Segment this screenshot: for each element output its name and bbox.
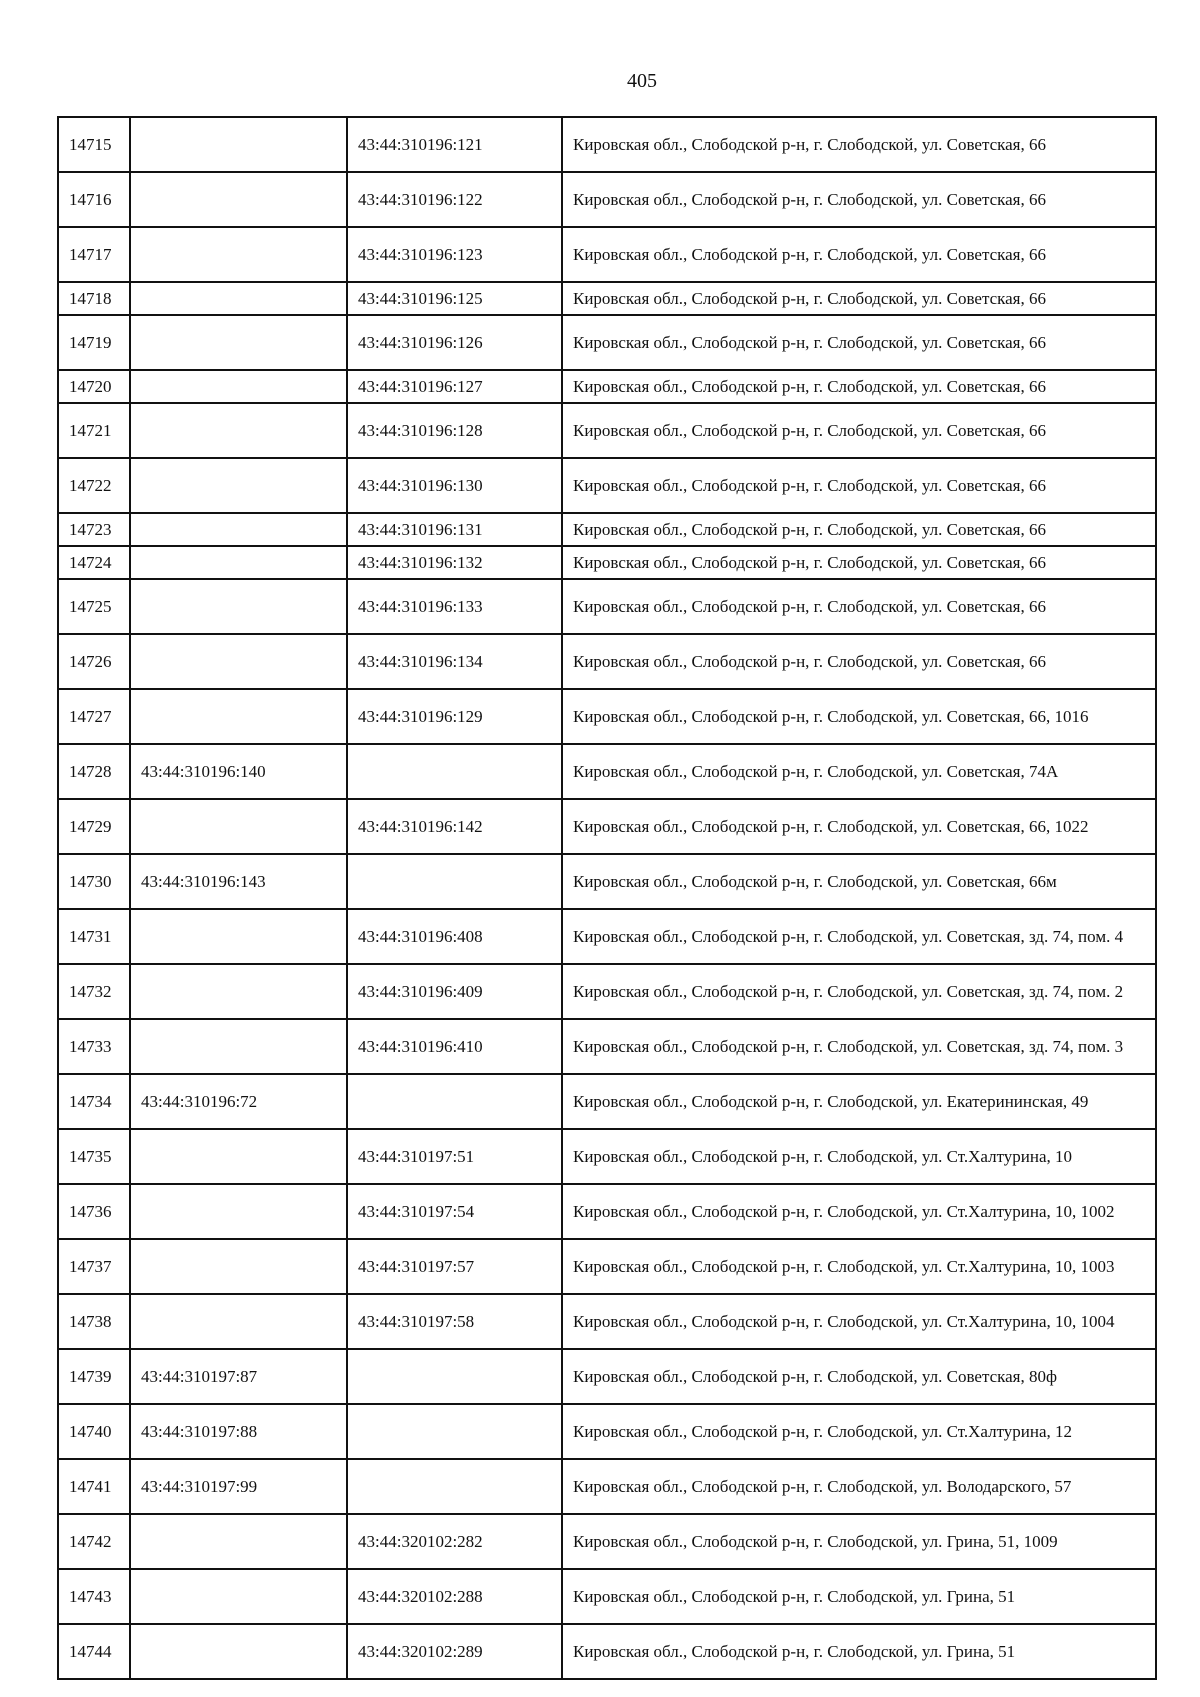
row-number-cell: 14720 [58, 370, 130, 403]
object-cadastral-number-cell [347, 1074, 562, 1129]
table-row [58, 1294, 1156, 1349]
row-number-cell: 14717 [58, 227, 130, 282]
object-cadastral-number-cell: 43:44:310196:142 [347, 799, 562, 854]
address-cell: Кировская обл., Слободской р-н, г. Слободской, ул. Советская, 66 [562, 370, 1156, 403]
object-cadastral-number-cell [347, 1349, 562, 1404]
object-cadastral-number-cell: 43:44:310196:133 [347, 579, 562, 634]
object-cadastral-number-cell: 43:44:310196:129 [347, 689, 562, 744]
land-cadastral-number-cell [130, 370, 347, 403]
row-number-cell: 14734 [58, 1074, 130, 1129]
row-number-cell: 14726 [58, 634, 130, 689]
row-number-cell: 14716 [58, 172, 130, 227]
land-cadastral-number-cell [130, 458, 347, 513]
table-row [58, 370, 1156, 403]
address-cell: Кировская обл., Слободской р-н, г. Слободской, ул. Ст.Халтурина, 10 [562, 1129, 1156, 1184]
table-row [58, 634, 1156, 689]
address-cell: Кировская обл., Слободской р-н, г. Слободской, ул. Советская, 66 [562, 579, 1156, 634]
table-row [58, 744, 1156, 799]
land-cadastral-number-cell [130, 315, 347, 370]
object-cadastral-number-cell: 43:44:310197:58 [347, 1294, 562, 1349]
table-row [58, 1074, 1156, 1129]
land-cadastral-number-cell: 43:44:310196:140 [130, 744, 347, 799]
row-number-cell: 14736 [58, 1184, 130, 1239]
table-row [58, 1129, 1156, 1184]
address-cell: Кировская обл., Слободской р-н, г. Слободской, ул. Советская, зд. 74, пом. 4 [562, 909, 1156, 964]
object-cadastral-number-cell: 43:44:310196:122 [347, 172, 562, 227]
object-cadastral-number-cell: 43:44:310196:131 [347, 513, 562, 546]
address-cell: Кировская обл., Слободской р-н, г. Слободской, ул. Володарского, 57 [562, 1459, 1156, 1514]
row-number-cell: 14715 [58, 117, 130, 172]
object-cadastral-number-cell [347, 744, 562, 799]
table-row [58, 1624, 1156, 1679]
land-cadastral-number-cell: 43:44:310197:88 [130, 1404, 347, 1459]
address-cell: Кировская обл., Слободской р-н, г. Слободской, ул. Советская, 66, 1022 [562, 799, 1156, 854]
row-number-cell: 14727 [58, 689, 130, 744]
table-row [58, 513, 1156, 546]
land-cadastral-number-cell [130, 1624, 347, 1679]
address-cell: Кировская обл., Слободской р-н, г. Слободской, ул. Ст.Халтурина, 10, 1003 [562, 1239, 1156, 1294]
land-cadastral-number-cell [130, 227, 347, 282]
object-cadastral-number-cell: 43:44:310196:132 [347, 546, 562, 579]
property-registry-table [57, 116, 1157, 1680]
land-cadastral-number-cell [130, 513, 347, 546]
address-cell: Кировская обл., Слободской р-н, г. Слободской, ул. Советская, 66 [562, 117, 1156, 172]
table-row [58, 909, 1156, 964]
table-row [58, 689, 1156, 744]
row-number-cell: 14738 [58, 1294, 130, 1349]
land-cadastral-number-cell [130, 964, 347, 1019]
object-cadastral-number-cell: 43:44:310196:121 [347, 117, 562, 172]
land-cadastral-number-cell: 43:44:310196:72 [130, 1074, 347, 1129]
table-row [58, 799, 1156, 854]
row-number-cell: 14739 [58, 1349, 130, 1404]
table-row [58, 579, 1156, 634]
address-cell: Кировская обл., Слободской р-н, г. Слободской, ул. Советская, зд. 74, пом. 3 [562, 1019, 1156, 1074]
table-row [58, 1184, 1156, 1239]
land-cadastral-number-cell [130, 546, 347, 579]
address-cell: Кировская обл., Слободской р-н, г. Слободской, ул. Екатерининская, 49 [562, 1074, 1156, 1129]
object-cadastral-number-cell: 43:44:320102:288 [347, 1569, 562, 1624]
table-row [58, 117, 1156, 172]
land-cadastral-number-cell: 43:44:310196:143 [130, 854, 347, 909]
address-cell: Кировская обл., Слободской р-н, г. Слободской, ул. Советская, 66, 1016 [562, 689, 1156, 744]
address-cell: Кировская обл., Слободской р-н, г. Слободской, ул. Советская, 66 [562, 403, 1156, 458]
object-cadastral-number-cell: 43:44:310197:51 [347, 1129, 562, 1184]
table-row [58, 1569, 1156, 1624]
row-number-cell: 14721 [58, 403, 130, 458]
land-cadastral-number-cell [130, 689, 347, 744]
object-cadastral-number-cell: 43:44:310196:126 [347, 315, 562, 370]
row-number-cell: 14737 [58, 1239, 130, 1294]
table-row [58, 964, 1156, 1019]
address-cell: Кировская обл., Слободской р-н, г. Слободской, ул. Грина, 51, 1009 [562, 1514, 1156, 1569]
row-number-cell: 14742 [58, 1514, 130, 1569]
table-body [58, 117, 1156, 1679]
land-cadastral-number-cell [130, 799, 347, 854]
object-cadastral-number-cell: 43:44:310196:134 [347, 634, 562, 689]
table-row [58, 403, 1156, 458]
object-cadastral-number-cell: 43:44:310196:128 [347, 403, 562, 458]
address-cell: Кировская обл., Слободской р-н, г. Слободской, ул. Советская, 66 [562, 546, 1156, 579]
address-cell: Кировская обл., Слободской р-н, г. Слободской, ул. Советская, 66 [562, 282, 1156, 315]
table-row [58, 172, 1156, 227]
land-cadastral-number-cell [130, 1514, 347, 1569]
address-cell: Кировская обл., Слободской р-н, г. Слободской, ул. Советская, 66 [562, 315, 1156, 370]
row-number-cell: 14735 [58, 1129, 130, 1184]
land-cadastral-number-cell [130, 172, 347, 227]
object-cadastral-number-cell: 43:44:310196:127 [347, 370, 562, 403]
address-cell: Кировская обл., Слободской р-н, г. Слободской, ул. Советская, 74А [562, 744, 1156, 799]
table-row [58, 1404, 1156, 1459]
row-number-cell: 14743 [58, 1569, 130, 1624]
row-number-cell: 14723 [58, 513, 130, 546]
row-number-cell: 14744 [58, 1624, 130, 1679]
address-cell: Кировская обл., Слободской р-н, г. Слободской, ул. Советская, 66 [562, 458, 1156, 513]
table-row [58, 458, 1156, 513]
object-cadastral-number-cell: 43:44:310196:125 [347, 282, 562, 315]
row-number-cell: 14733 [58, 1019, 130, 1074]
address-cell: Кировская обл., Слободской р-н, г. Слободской, ул. Ст.Халтурина, 12 [562, 1404, 1156, 1459]
land-cadastral-number-cell [130, 1569, 347, 1624]
address-cell: Кировская обл., Слободской р-н, г. Слободской, ул. Ст.Халтурина, 10, 1004 [562, 1294, 1156, 1349]
page-number: 405 [627, 70, 657, 92]
land-cadastral-number-cell [130, 909, 347, 964]
row-number-cell: 14741 [58, 1459, 130, 1514]
address-cell: Кировская обл., Слободской р-н, г. Слободской, ул. Советская, 80ф [562, 1349, 1156, 1404]
table-row [58, 1019, 1156, 1074]
row-number-cell: 14725 [58, 579, 130, 634]
address-cell: Кировская обл., Слободской р-н, г. Слободской, ул. Советская, зд. 74, пом. 2 [562, 964, 1156, 1019]
land-cadastral-number-cell [130, 1294, 347, 1349]
table-row [58, 227, 1156, 282]
row-number-cell: 14740 [58, 1404, 130, 1459]
land-cadastral-number-cell [130, 282, 347, 315]
land-cadastral-number-cell [130, 1129, 347, 1184]
row-number-cell: 14732 [58, 964, 130, 1019]
table-row [58, 546, 1156, 579]
address-cell: Кировская обл., Слободской р-н, г. Слободской, ул. Советская, 66м [562, 854, 1156, 909]
row-number-cell: 14731 [58, 909, 130, 964]
table-row [58, 315, 1156, 370]
row-number-cell: 14728 [58, 744, 130, 799]
row-number-cell: 14718 [58, 282, 130, 315]
object-cadastral-number-cell: 43:44:310196:410 [347, 1019, 562, 1074]
address-cell: Кировская обл., Слободской р-н, г. Слободской, ул. Советская, 66 [562, 227, 1156, 282]
object-cadastral-number-cell: 43:44:310196:123 [347, 227, 562, 282]
row-number-cell: 14719 [58, 315, 130, 370]
table-row [58, 1349, 1156, 1404]
land-cadastral-number-cell [130, 1019, 347, 1074]
object-cadastral-number-cell: 43:44:310197:54 [347, 1184, 562, 1239]
address-cell: Кировская обл., Слободской р-н, г. Слободской, ул. Советская, 66 [562, 172, 1156, 227]
table-row [58, 854, 1156, 909]
object-cadastral-number-cell [347, 854, 562, 909]
address-cell: Кировская обл., Слободской р-н, г. Слободской, ул. Ст.Халтурина, 10, 1002 [562, 1184, 1156, 1239]
land-cadastral-number-cell [130, 1239, 347, 1294]
object-cadastral-number-cell: 43:44:310196:409 [347, 964, 562, 1019]
table-row [58, 1459, 1156, 1514]
table-row [58, 1239, 1156, 1294]
land-cadastral-number-cell [130, 403, 347, 458]
object-cadastral-number-cell: 43:44:320102:282 [347, 1514, 562, 1569]
land-cadastral-number-cell [130, 634, 347, 689]
land-cadastral-number-cell [130, 1184, 347, 1239]
object-cadastral-number-cell: 43:44:310196:130 [347, 458, 562, 513]
row-number-cell: 14722 [58, 458, 130, 513]
object-cadastral-number-cell: 43:44:310196:408 [347, 909, 562, 964]
address-cell: Кировская обл., Слободской р-н, г. Слободской, ул. Советская, 66 [562, 634, 1156, 689]
row-number-cell: 14730 [58, 854, 130, 909]
address-cell: Кировская обл., Слободской р-н, г. Слободской, ул. Грина, 51 [562, 1569, 1156, 1624]
table-row [58, 1514, 1156, 1569]
address-cell: Кировская обл., Слободской р-н, г. Слободской, ул. Советская, 66 [562, 513, 1156, 546]
object-cadastral-number-cell: 43:44:320102:289 [347, 1624, 562, 1679]
row-number-cell: 14729 [58, 799, 130, 854]
object-cadastral-number-cell [347, 1404, 562, 1459]
object-cadastral-number-cell [347, 1459, 562, 1514]
land-cadastral-number-cell [130, 579, 347, 634]
land-cadastral-number-cell [130, 117, 347, 172]
row-number-cell: 14724 [58, 546, 130, 579]
land-cadastral-number-cell: 43:44:310197:99 [130, 1459, 347, 1514]
table-row [58, 282, 1156, 315]
object-cadastral-number-cell: 43:44:310197:57 [347, 1239, 562, 1294]
land-cadastral-number-cell: 43:44:310197:87 [130, 1349, 347, 1404]
address-cell: Кировская обл., Слободской р-н, г. Слободской, ул. Грина, 51 [562, 1624, 1156, 1679]
